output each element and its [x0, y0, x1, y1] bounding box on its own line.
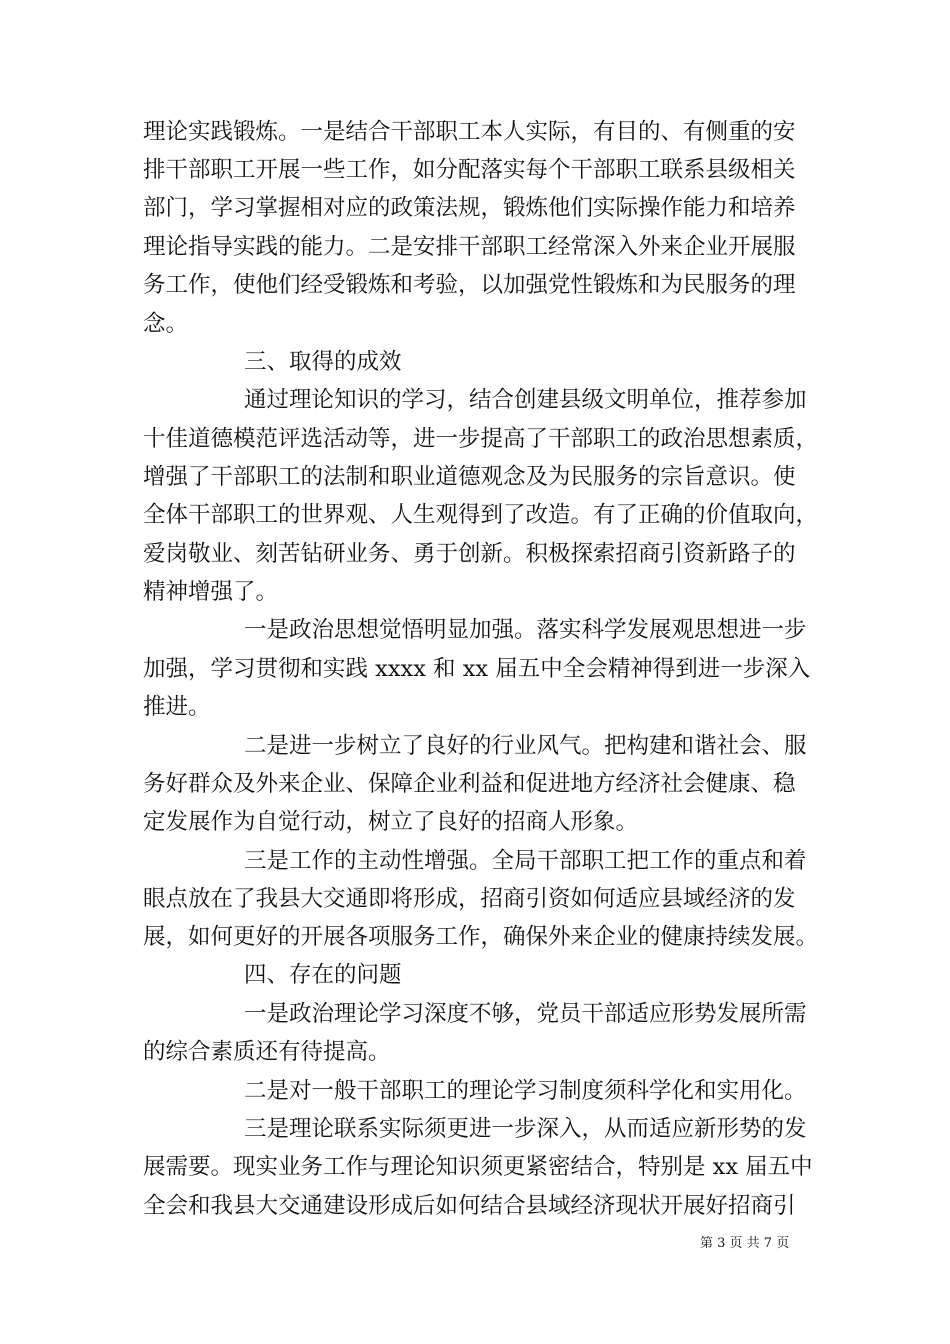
text-line: 二是进一步树立了良好的行业风气。把构建和谐社会、服	[244, 733, 807, 759]
section-heading: 四、存在的问题	[244, 962, 402, 988]
text-line: 一是政治理论学习深度不够，党员干部适应形势发展所需	[244, 1001, 807, 1027]
section-heading: 三、取得的成效	[244, 349, 402, 375]
text-line: 一是政治思想觉悟明显加强。落实科学发展观思想进一步	[244, 617, 807, 643]
text-line: 二是对一般干部职工的理论学习制度须科学化和实用化。	[244, 1078, 807, 1104]
text-line: 务好群众及外来企业、保障企业利益和促进地方经济社会健康、稳	[143, 771, 796, 797]
page-number: 第 3 页 共 7 页	[700, 1236, 790, 1251]
text-line: 全体干部职工的世界观、人生观得到了改造。有了正确的价值取向，	[143, 502, 819, 528]
text-line: 展，如何更好的开展各项服务工作，确保外来企业的健康持续发展。	[143, 924, 819, 950]
text-line: 增强了干部职工的法制和职业道德观念及为民服务的宗旨意识。使	[143, 464, 796, 490]
text-line: 务工作，使他们经受锻炼和考验，以加强党性锻炼和为民服务的理	[143, 272, 796, 298]
text-line: 眼点放在了我县大交通即将形成，招商引资如何适应县域经济的发	[143, 886, 796, 912]
text-line: 全会和我县大交通建设形成后如何结合县域经济现状开展好招商引	[143, 1193, 796, 1219]
text-line: 三是理论联系实际须更进一步深入，从而适应新形势的发	[244, 1116, 807, 1142]
text-line: 的综合素质还有待提高。	[143, 1039, 391, 1065]
text-line: 理论指导实践的能力。二是安排干部职工经常深入外来企业开展服	[143, 234, 796, 260]
text-line: 加强，学习贯彻和实践 xxxx 和 xx 届五中全会精神得到进一步深入	[143, 656, 811, 682]
text-line: 部门，学习掌握相对应的政策法规，锻炼他们实际操作能力和培养	[143, 195, 796, 221]
text-line: 推进。	[143, 694, 211, 720]
text-line: 排干部职工开展一些工作，如分配落实每个干部职工联系县级相关	[143, 157, 796, 183]
text-line: 精神增强了。	[143, 579, 279, 605]
text-line: 展需要。现实业务工作与理论知识须更紧密结合，特别是 xx 届五中	[143, 1154, 813, 1180]
text-line: 爱岗敬业、刻苦钻研业务、勇于创新。积极探索招商引资新路子的	[143, 541, 796, 567]
text-line: 念。	[143, 311, 189, 337]
text-line: 三是工作的主动性增强。全局干部职工把工作的重点和着	[244, 848, 807, 874]
text-line: 理论实践锻炼。一是结合干部职工本人实际，有目的、有侧重的安	[143, 119, 796, 145]
text-line: 定发展作为自觉行动，树立了良好的招商人形象。	[143, 809, 639, 835]
text-line: 通过理论知识的学习，结合创建县级文明单位，推荐参加	[244, 387, 807, 413]
text-line: 十佳道德模范评选活动等，进一步提高了干部职工的政治思想素质，	[143, 426, 819, 452]
